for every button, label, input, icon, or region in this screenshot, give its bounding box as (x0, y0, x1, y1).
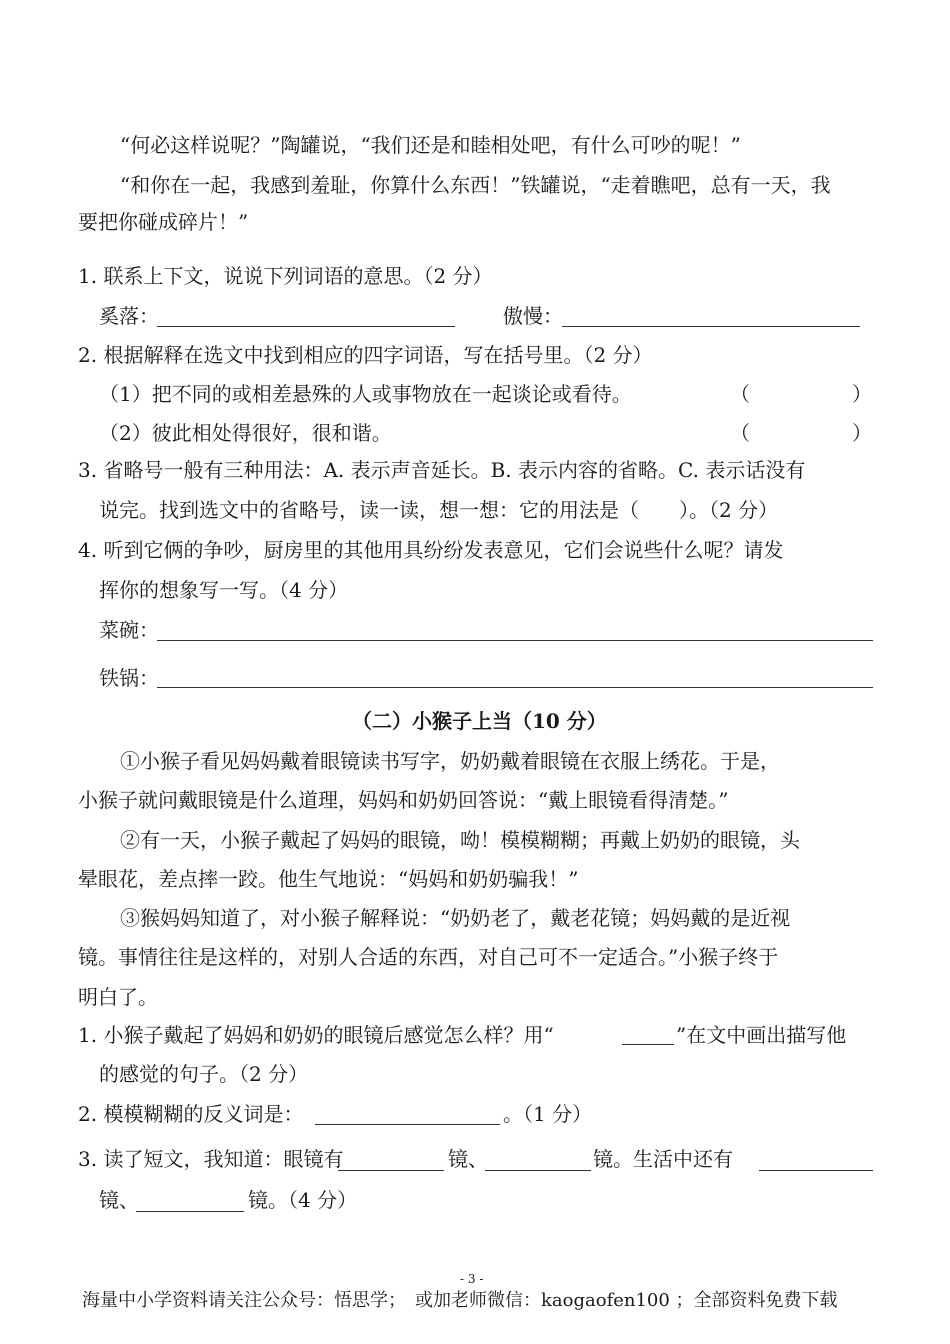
section2-para3-line2: 镜。事情往往是这样的，对别人合适的东西，对自己可不一定适合。”小猴子终于 (78, 945, 779, 969)
q2-item1-paren-close: ） (852, 382, 872, 406)
section2-para1-line1: ①小猴子看见妈妈戴着眼镜读书写字，奶奶戴着眼镜在衣服上绣花。于是， (120, 749, 780, 773)
s2q3-blank1[interactable] (338, 1170, 444, 1171)
section2-para3-line1: ③猴妈妈知道了，对小猴子解释说：“奶奶老了，戴老花镜；妈妈戴的是近视 (120, 906, 791, 930)
s2q3-jing1: 镜、 (448, 1147, 488, 1171)
passage1-para2-line2: 要把你碰成碎片！” (78, 210, 249, 234)
s2q3-blank4[interactable] (136, 1211, 244, 1212)
q3-line1: 3. 省略号一般有三种用法：A. 表示声音延长。B. 表示内容的省略。C. 表示话没有 (78, 458, 806, 482)
passage1-para2-line1: “和你在一起，我感到羞耻，你算什么东西！”铁罐说，“走着瞧吧，总有一天，我 (120, 173, 831, 197)
section2-para2-line1: ②有一天，小猴子戴起了妈妈的眼镜，呦！模模糊糊；再戴上奶奶的眼镜，头 (120, 828, 800, 852)
q1-prompt: 1. 联系上下文，说说下列词语的意思。（2 分） (78, 264, 493, 288)
q1-word2-label: 傲慢： (503, 304, 563, 328)
s2q1-line1-part2: ”在文中画出描写他 (676, 1023, 847, 1047)
s2q1-line2: 的感觉的句子。（2 分） (99, 1062, 309, 1086)
q2-item2-paren-close: ） (852, 421, 872, 445)
q4-bowl-answer-line[interactable] (157, 640, 873, 641)
passage1-para1: “何必这样说呢？”陶罐说，“我们还是和睦相处吧，有什么可吵的呢！” (120, 133, 741, 157)
s2q2-prompt: 2. 模模糊糊的反义词是： (78, 1102, 304, 1126)
q1-word1-answer-line[interactable] (157, 326, 455, 327)
q1-word1-label: 奚落： (99, 304, 159, 328)
section2-para1-line2: 小猴子就问戴眼镜是什么道理，妈妈和奶奶回答说：“戴上眼镜看得清楚。” (78, 788, 729, 812)
section2-para2-line2: 晕眼花，差点摔一跤。他生气地说：“妈妈和奶奶骗我！” (78, 867, 579, 891)
footer-notice: 海量中小学资料请关注公众号：悟思学； 或加老师微信：kaogaofen100 ；全部资料免费下载 (82, 1290, 838, 1311)
q3-line2: 说完。找到选文中的省略号，读一读，想一想：它的用法是（ ）。（2 分） (99, 498, 779, 522)
s2q3-blank3[interactable] (759, 1170, 873, 1171)
section2-title: （二）小猴子上当（10 分） (352, 709, 607, 733)
s2q3-line2-part2: 镜。（4 分） (248, 1188, 358, 1212)
section2-para3-line3: 明白了。 (78, 985, 158, 1009)
q2-item2-paren-open: （ (730, 421, 750, 445)
page-number: - 3 - (460, 1272, 484, 1286)
s2q2-answer-line[interactable] (315, 1124, 500, 1125)
q4-label-bowl: 菜碗： (99, 618, 159, 642)
s2q3-blank2[interactable] (485, 1170, 591, 1171)
s2q3-line2-part1: 镜、 (99, 1188, 139, 1212)
q4-label-wok: 铁锅： (99, 666, 159, 690)
q4-line2: 挥你的想象写一写。（4 分） (99, 578, 349, 602)
s2q1-line1-part1: 1. 小猴子戴起了妈妈和奶奶的眼镜后感觉怎么样？用“ (78, 1023, 554, 1047)
q2-prompt: 2. 根据解释在选文中找到相应的四字词语，写在括号里。（2 分） (78, 343, 653, 367)
q4-line1: 4. 听到它俩的争吵，厨房里的其他用具纷纷发表意见，它们会说些什么呢？请发 (78, 538, 784, 562)
q1-word2-answer-line[interactable] (562, 326, 860, 327)
s2q3-line1-part1: 3. 读了短文，我知道：眼镜有 (78, 1147, 344, 1171)
s2q2-score: 。（1 分） (503, 1102, 593, 1126)
q2-item1: （1）把不同的或相差悬殊的人或事物放在一起谈论或看待。 (99, 382, 632, 406)
s2q3-line1-part3: 镜。生活中还有 (593, 1147, 733, 1171)
q4-wok-answer-line[interactable] (157, 687, 873, 688)
s2q1-underline-sample (622, 1044, 674, 1045)
q2-item1-paren-open: （ (730, 382, 750, 406)
q2-item2: （2）彼此相处得很好，很和谐。 (99, 421, 392, 445)
